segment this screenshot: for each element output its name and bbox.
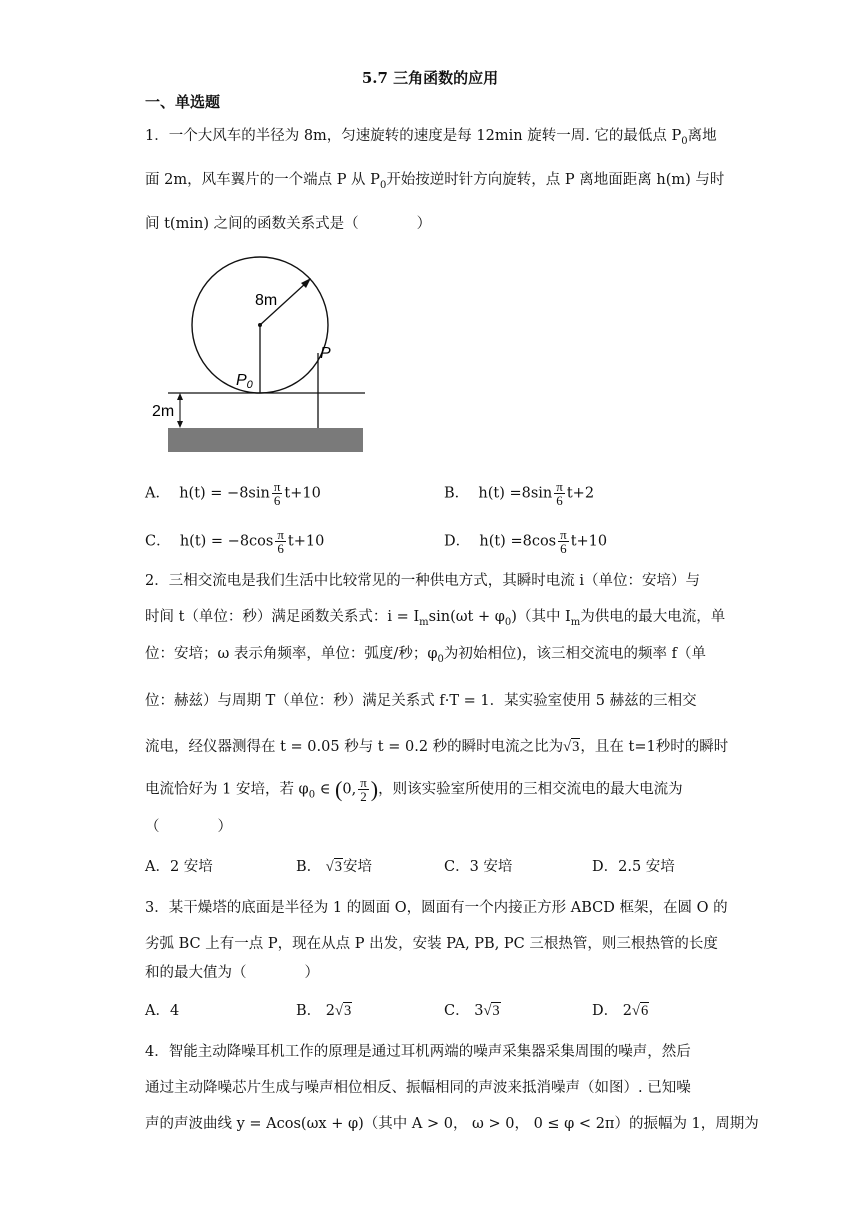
q2-option-a: A．2 安培 xyxy=(145,859,213,875)
q1-line-1: 1．一个大风车的半径为 8m，匀速旋转的速度是每 12min 旋转一周. 它的最低点 $P_0$离地 xyxy=(145,128,717,147)
section-heading: 一、单选题 xyxy=(145,93,221,111)
q3-option-a: A．4 xyxy=(145,1003,180,1019)
q2-line-4: 位：赫兹）与周期 T（单位：秒）满足关系式 f·T = 1．某实验室使用 5 赫兹的三相交 xyxy=(145,693,697,709)
q1-option-c: C． h(t) = −8cos $\frac{\pi}{6}$ t+10 xyxy=(145,527,325,556)
q2-line-5: 流电，经仪器测得在 t = 0.05 秒与 t = 0.2 秒的瞬时电流之比为√3，且在 t=1秒时的瞬时 xyxy=(145,739,729,755)
q1-option-d: D． h(t) =8cos $\frac{\pi}{6}$ t+10 xyxy=(444,527,608,556)
windmill-figure xyxy=(152,250,375,460)
q2-line-6: 电流恰好为 1 安培，若 $\varphi_0$ ∈ (0, $\frac{\pi}{2}$ )，则该实验室所使用的三相交流电的最大电流为 xyxy=(145,775,683,804)
page-title: 5.7 三角函数的应用 xyxy=(361,69,499,87)
p0-label: P0 xyxy=(236,372,253,391)
q2-line-1: 2．三相交流电是我们生活中比较常见的一种供电方式，其瞬时电流 i（单位：安培）与 xyxy=(145,573,700,589)
dim-arrow-down-icon xyxy=(177,421,183,428)
q4-line-1: 4．智能主动降噪耳机工作的原理是通过耳机两端的噪声采集器采集周围的噪声，然后 xyxy=(145,1044,691,1060)
dim-arrow-up-icon xyxy=(177,393,183,400)
q2-line-3: 位：安培；ω 表示角频率，单位：弧度/秒；$\varphi_0$为初始相位)，该三相交流电的频率 f（单 xyxy=(145,646,706,665)
q4-line-2: 通过主动降噪芯片生成与噪声相位相反、振幅相同的声波来抵消噪声（如图）. 已知噪 xyxy=(145,1080,691,1096)
q1-option-b: B． h(t) =8sin $\frac{\pi}{6}$ t+2 xyxy=(444,479,595,508)
q1-line-3: 间 t(min) 之间的函数关系式是（ ） xyxy=(145,216,432,232)
q4-line-3: 声的声波曲线 y = Acos(ωx + φ)（其中 A > 0， ω > 0， 0 ≤ φ < 2π）的振幅为 1，周期为 xyxy=(145,1116,759,1132)
q2-option-b: B． √3安培 xyxy=(296,859,372,875)
q2-option-d: D．2.5 安培 xyxy=(592,859,675,875)
q1-option-a: A． h(t) = −8sin $\frac{\pi}{6}$ t+10 xyxy=(145,479,321,508)
ground-bar xyxy=(168,428,363,452)
q3-option-d: D． 2√6 xyxy=(592,1003,649,1019)
q2-line-2: 时间 t（单位：秒）满足函数关系式：$i = I_m\sin(\omega t + \varphi_0)$（其中 $I_m$为供电的最大电流，单 xyxy=(145,609,726,628)
q3-line-3: 和的最大值为（ ） xyxy=(145,965,319,981)
q3-line-1: 3．某干燥塔的底面是半径为 1 的圆面 O，圆面有一个内接正方形 ABCD 框架，在圆 O 的 xyxy=(145,900,728,916)
p-label: P xyxy=(320,345,331,362)
q3-option-b: B． 2√3 xyxy=(296,1003,352,1019)
q2-line-7: （ ） xyxy=(145,819,232,835)
q3-line-2: 劣弧 BC 上有一点 P，现在从点 P 出发，安装 PA, PB, PC 三根热管，则三根热管的长度 xyxy=(145,936,718,952)
q2-option-c: C．3 安培 xyxy=(444,859,513,875)
q1-line-2: 面 2m，风车翼片的一个端点 P 从 $P_0$开始按逆时针方向旋转，点 P 离地面距离 h(m) 与时 xyxy=(145,172,725,191)
ground-label: 2m xyxy=(152,403,175,420)
q3-option-c: C． 3√3 xyxy=(444,1003,500,1019)
radius-label: 8m xyxy=(255,292,278,309)
